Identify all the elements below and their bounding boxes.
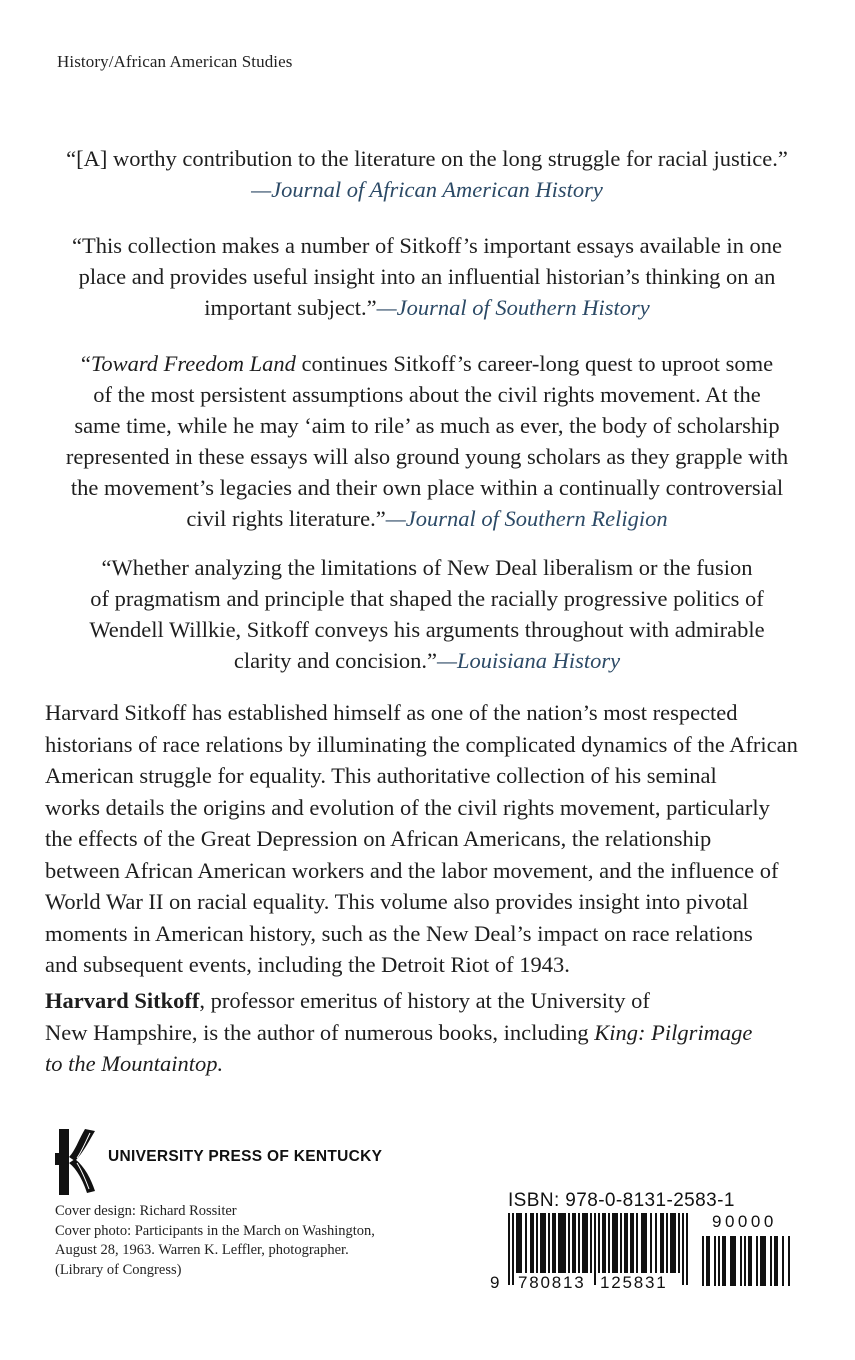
description-line: Harvard Sitkoff has established himself as one of the nation’s most respected (45, 700, 738, 725)
blurb-line: of pragmatism and principle that shaped the racially progressive politics of (90, 586, 764, 611)
description-line: historians of race relations by illuminating the complicated dynamics of the African (45, 731, 798, 757)
blurb-line: “Whether analyzing the limitations of New Deal liberalism or the fusion (101, 555, 753, 580)
blurb-line: clarity and concision.”—Louisiana History (233, 648, 621, 673)
attribution: —Journal of African American History (251, 177, 603, 202)
blurb-line: same time, while he may ‘aim to rile’ as much as ever, the body of scholarship (74, 413, 780, 438)
blurb-line: important subject.”—Journal of Southern History (204, 295, 650, 320)
description-line: American struggle for equality. This authoritative collection of his seminal (45, 763, 717, 788)
category-label: History/African American Studies (57, 52, 293, 71)
press-k-book-logo-icon (55, 1127, 95, 1197)
review-blurb-1 (57, 143, 797, 205)
ean-right-digits: 125831 (600, 1273, 668, 1292)
description-line: works details the origins and evolution of the civil rights movement, particularly (45, 794, 770, 820)
description-line: and subsequent events, including the Detroit Riot of 1943. (45, 952, 570, 977)
credit-line: Cover photo: Participants in the March on Washington, (55, 1222, 375, 1239)
blurb-line: “[A] worthy contribution to the literature on the long struggle for racial justice.” (66, 146, 788, 171)
description-line: World War II on racial equality. This volume also provides insight into pivotal (45, 889, 749, 914)
bio-line (45, 1048, 815, 1080)
ean-left-digits: 780813 (518, 1273, 586, 1292)
cover-credits (55, 1202, 375, 1280)
blurb-line: place and provides useful insight into an influential historian’s thinking on an (78, 264, 776, 289)
description-line: between African American workers and the labor movement, and the influence of (45, 857, 779, 883)
credit-line: August 28, 1963. Warren K. Leffler, photographer. (55, 1242, 349, 1258)
blurb-line: the movement’s legacies and their own place within a continually controversial (70, 475, 784, 500)
review-blurb-4 (57, 552, 797, 676)
blurb-line: “This collection makes a number of Sitkoff’s important essays available in one (71, 233, 783, 258)
book-description (45, 697, 815, 981)
isbn-label: ISBN: 978-0-8131-2583-1 (508, 1190, 735, 1211)
blurb-line: civil rights literature.”—Journal of Southern Religion (186, 506, 668, 531)
blurb-line: represented in these essays will also ground young scholars as they grapple with (65, 444, 789, 469)
credit-line: (Library of Congress) (55, 1261, 182, 1278)
attribution: —Louisiana History (436, 648, 621, 673)
ean-first-digit: 9 (490, 1273, 500, 1292)
review-blurb-2 (57, 230, 797, 323)
attribution: —Journal of Southern Religion (385, 506, 668, 531)
credit-line: Cover design: Richard Rossiter (55, 1203, 237, 1219)
book-title: King: Pilgrimage (594, 1019, 753, 1045)
book-title: to the Mountaintop. (45, 1051, 224, 1076)
review-blurb-3 (57, 348, 797, 534)
barcode-addon-digits: 90000 (712, 1212, 777, 1231)
author-name: Harvard Sitkoff (45, 988, 200, 1013)
blurb-line: “Toward Freedom Land continues Sitkoff’s career-long quest to uproot some (80, 351, 774, 376)
description-line: the effects of the Great Depression on African Americans, the relationship (45, 826, 712, 851)
book-title: Toward Freedom Land (90, 351, 296, 376)
publisher-name: UNIVERSITY PRESS OF KENTUCKY (108, 1148, 383, 1165)
attribution: —Journal of Southern History (376, 295, 650, 320)
bio-line: New Hampshire, is the author of numerous books, including King: Pilgrimage (45, 1019, 753, 1045)
author-bio (45, 985, 815, 1080)
bio-line: Harvard Sitkoff, professor emeritus of history at the University of (45, 988, 650, 1013)
blurb-line: Wendell Willkie, Sitkoff conveys his arguments throughout with admirable (89, 617, 765, 642)
blurb-attribution-line (57, 174, 797, 205)
description-line: moments in American history, such as the New Deal’s impact on race relations (45, 920, 753, 946)
addon-barcode-icon (702, 1236, 792, 1286)
blurb-line: of the most persistent assumptions about the civil rights movement. At the (93, 382, 761, 407)
